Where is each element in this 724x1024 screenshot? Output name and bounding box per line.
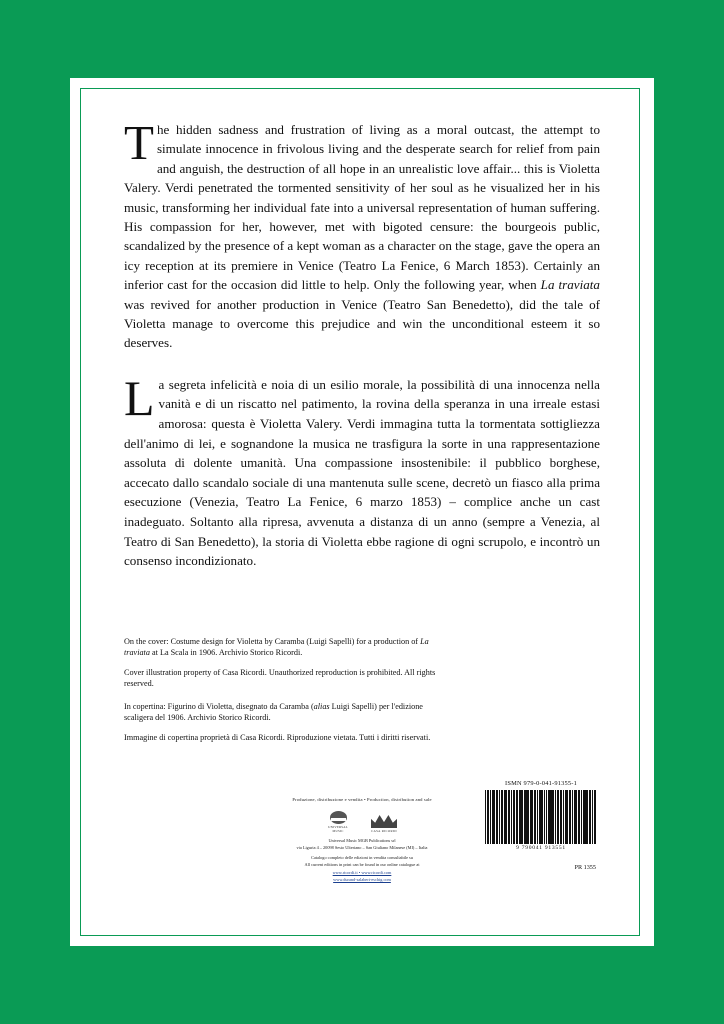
cover-credit-en-part2: at La Scala in 1906. Archivio Storico Ricordi.: [149, 648, 303, 657]
english-synopsis-paragraph: [124, 115, 600, 353]
cover-credit-en-italic: La traviata: [124, 637, 429, 657]
cover-credit-italian: [124, 701, 454, 723]
cover-credit-it-part2: Luigi Sapelli) per l'edizione scaligera del 1906. Archivio Storico Ricordi.: [124, 702, 423, 722]
english-body-text-cont: was revived for another production in Venice (Teatro San Benedetto), did the tale of Violetta manage to overcome this prejudice and win the unconditional esteem it so deserves.: [124, 296, 600, 351]
copyright-english: Cover illustration property of Casa Ricordi. Unauthorized reproduction is prohibited. All rights reserved.: [124, 668, 436, 688]
ricordi-links[interactable]: www.ricordi.it • www.ricordi.com: [332, 870, 392, 876]
ismn-number: ISMN 979-0-041-91355-1: [504, 780, 578, 787]
website-links[interactable]: [212, 870, 512, 883]
barcode-icon: [485, 790, 597, 844]
durand-link[interactable]: www.durand-salabert-eschig.com: [333, 876, 391, 882]
globe-icon: [330, 811, 347, 824]
crown-icon: [371, 815, 397, 828]
imprint-company: Universal Music MGB Publications srl: [328, 838, 396, 843]
copyright-italian: Immagine di copertina proprietà di Casa Ricordi. Riproduzione vietata. Tutti i diritti riservati.: [124, 733, 431, 742]
pr-catalog-code: PR 1355: [574, 864, 596, 871]
italian-dropcap: L: [124, 369, 155, 426]
barcode-digits: 9 790041 913551: [516, 845, 566, 851]
cover-credit-it-part1: In copertina: Figurino di Violetta, disegnato da Caramba (: [124, 702, 314, 711]
publisher-logos: [212, 807, 512, 833]
imprint-block: [212, 796, 512, 883]
imprint-heading: Produzione, distribuzione e vendita • Production, distribution and sale: [292, 797, 432, 802]
cover-credit-english: [124, 636, 454, 658]
barcode-block: [482, 780, 600, 871]
english-body-text: he hidden sadness and frustration of living as a moral outcast, the attempt to simulate innocence in frivolous living and the desperate search for relief from pain and anguish, the destruction of all hope in an unrealistic love affair... this is Violetta Valery. Verdi penetrated the tormented sensitivity of her soul as he visualized her in his music, transforming her individual fate into a universal representation of human suffering. His compassion for her, however, met with bigoted censure: the bourgeois public, scandalized by the presence of a kept woman as a character on the stage, gave the opera an icy reception at its premiere in Venice (Teatro La Fenice, 6 March 1853). Certainly an inferior cast for the occasion did little to help. Only the following year, when: [124, 122, 600, 293]
ricordi-logo-caption: CASA RICORDI: [371, 829, 397, 833]
english-dropcap: T: [124, 115, 154, 170]
italian-synopsis-paragraph: [124, 369, 600, 571]
imprint-address: via Liguria 4 – 20098 Sesto Ulteriano – San Giuliano Milanese (MI) – Italia: [296, 844, 428, 850]
credits-block: [124, 636, 454, 752]
casa-ricordi-logo-icon: [367, 809, 401, 833]
content-area: [124, 115, 600, 910]
catalog-note-italian: Catalogo completo delle edizioni in vendita consultabile su: [311, 855, 413, 861]
universal-music-logo-icon: [323, 811, 353, 833]
cover-credit-it-italic: alias: [313, 702, 330, 711]
universal-logo-caption: UNIVERSAL MUSIC: [328, 825, 348, 833]
italian-body-text: a segreta infelicità e noia di un esilio morale, la possibilità di una innocenza nella vanità e di un riscatto nel patimento, la rovina della speranza in una irreale estasi amorosa: questa è Violetta Valery. Verdi immagina tutta la tormentata sottigliezza dell'animo di lei, e sognandone la musica ne trasfigura la sorte in una rappresentazione assoluta di dolente umanità. Una compassione insostenibile: il pubblico borghese, accecato dallo scandalo sociale di una mantenuta sulle scene, decretò un fiasco alla prima esecuzione (Venezia, Teatro La Fenice, 6 marzo 1853) – complice anche un cast inadeguato. Soltanto alla ripresa, avvenuta a distanza di un anno (sempre a Venezia, al Teatro di San Benedetto), la storia di Violetta ebbe ragione di ogni scrupolo, e incontrò un consenso incondizionato.: [124, 376, 600, 569]
catalog-note-english: All current editions in print can be found in our online catalogue at: [304, 861, 420, 867]
cover-credit-en-part1: On the cover: Costume design for Violetta by Caramba (Luigi Sapelli) for a production of: [124, 637, 421, 646]
english-italic-title: La traviata: [540, 277, 600, 293]
